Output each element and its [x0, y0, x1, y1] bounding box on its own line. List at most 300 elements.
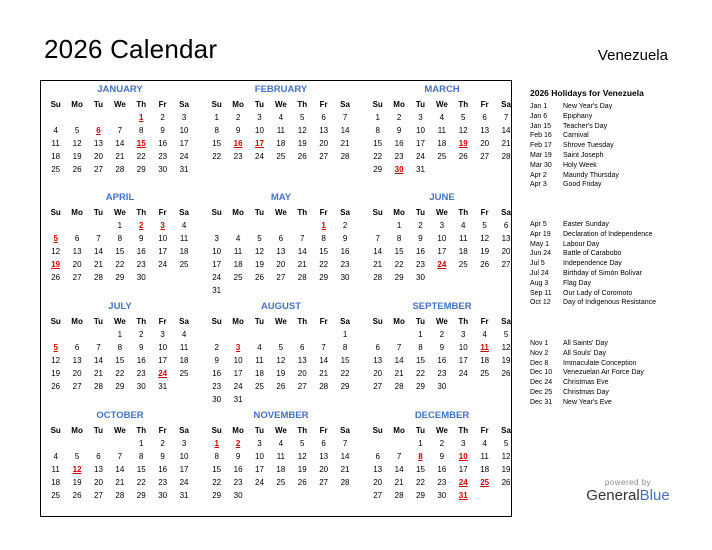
day-cell[interactable]: 18: [458, 247, 468, 256]
day-cell[interactable]: 18: [51, 152, 61, 161]
day-cell[interactable]: 27: [501, 260, 511, 269]
day-cell[interactable]: 26: [276, 382, 286, 391]
day-cell[interactable]: 29: [340, 382, 350, 391]
day-cell[interactable]: 16: [136, 356, 146, 365]
day-cell[interactable]: 11: [276, 126, 286, 135]
day-cell[interactable]: 23: [437, 478, 447, 487]
day-cell[interactable]: 18: [51, 478, 61, 487]
day-cell[interactable]: 31: [416, 165, 425, 174]
day-cell[interactable]: 3: [160, 330, 165, 339]
day-cell[interactable]: 10: [458, 343, 468, 352]
day-cell[interactable]: 31: [179, 491, 189, 500]
day-cell[interactable]: 12: [255, 247, 264, 256]
day-cell[interactable]: 6: [278, 234, 284, 243]
day-cell[interactable]: 13: [72, 247, 82, 256]
day-cell[interactable]: 13: [480, 126, 490, 135]
day-cell[interactable]: 27: [319, 152, 329, 161]
day-cell[interactable]: 25: [179, 260, 189, 269]
day-cell[interactable]: 4: [439, 113, 445, 122]
day-cell[interactable]: 1: [214, 113, 219, 122]
day-cell[interactable]: 14: [115, 465, 125, 474]
day-cell[interactable]: 9: [160, 126, 165, 135]
day-cell[interactable]: 14: [501, 126, 511, 135]
holiday-day[interactable]: 30: [394, 165, 404, 174]
day-cell[interactable]: 7: [375, 234, 380, 243]
day-cell[interactable]: 4: [181, 221, 187, 230]
holiday-day[interactable]: 10: [458, 452, 468, 461]
day-cell[interactable]: 17: [158, 356, 168, 365]
day-cell[interactable]: 9: [439, 343, 445, 352]
day-cell[interactable]: 5: [503, 330, 509, 339]
day-cell[interactable]: 10: [179, 126, 189, 135]
day-cell[interactable]: 25: [233, 273, 243, 282]
day-cell[interactable]: 2: [160, 439, 165, 448]
day-cell[interactable]: 18: [179, 356, 189, 365]
day-cell[interactable]: 11: [459, 234, 468, 243]
day-cell[interactable]: 22: [394, 260, 404, 269]
day-cell[interactable]: 22: [416, 478, 425, 487]
day-cell[interactable]: 20: [319, 139, 329, 148]
day-cell[interactable]: 12: [480, 234, 490, 243]
day-cell[interactable]: 14: [297, 247, 307, 256]
day-cell[interactable]: 7: [117, 452, 123, 461]
day-cell[interactable]: 15: [115, 356, 125, 365]
day-cell[interactable]: 5: [503, 439, 509, 448]
day-cell[interactable]: 14: [373, 247, 383, 256]
day-cell[interactable]: 6: [375, 343, 380, 352]
day-cell[interactable]: 9: [214, 356, 219, 365]
day-cell[interactable]: 25: [458, 260, 468, 269]
day-cell[interactable]: 27: [276, 273, 286, 282]
day-cell[interactable]: 14: [115, 139, 125, 148]
day-cell[interactable]: 26: [480, 260, 490, 269]
day-cell[interactable]: 4: [257, 343, 262, 352]
day-cell[interactable]: 8: [117, 343, 123, 352]
day-cell[interactable]: 26: [72, 165, 82, 174]
day-cell[interactable]: 16: [416, 247, 425, 256]
day-cell[interactable]: 21: [501, 139, 511, 148]
day-cell[interactable]: 19: [501, 465, 511, 474]
day-cell[interactable]: 1: [139, 439, 144, 448]
holiday-day[interactable]: 12: [72, 465, 82, 474]
day-cell[interactable]: 8: [321, 234, 326, 243]
day-cell[interactable]: 15: [416, 465, 425, 474]
day-cell[interactable]: 11: [51, 465, 60, 474]
day-cell[interactable]: 7: [396, 452, 402, 461]
day-cell[interactable]: 20: [373, 369, 383, 378]
day-cell[interactable]: 2: [235, 113, 241, 122]
day-cell[interactable]: 19: [480, 247, 490, 256]
day-cell[interactable]: 27: [94, 491, 103, 500]
day-cell[interactable]: 9: [439, 452, 445, 461]
day-cell[interactable]: 20: [72, 369, 82, 378]
day-cell[interactable]: 14: [94, 247, 103, 256]
day-cell[interactable]: 3: [181, 439, 187, 448]
day-cell[interactable]: 13: [72, 356, 82, 365]
day-cell[interactable]: 24: [458, 369, 468, 378]
day-cell[interactable]: 20: [480, 139, 490, 148]
day-cell[interactable]: 2: [418, 221, 423, 230]
day-cell[interactable]: 7: [321, 343, 326, 352]
holiday-day[interactable]: 3: [235, 343, 241, 352]
day-cell[interactable]: 15: [394, 247, 404, 256]
day-cell[interactable]: 24: [255, 152, 264, 161]
day-cell[interactable]: 13: [501, 234, 511, 243]
day-cell[interactable]: 13: [373, 465, 383, 474]
day-cell[interactable]: 7: [503, 113, 509, 122]
day-cell[interactable]: 7: [96, 234, 101, 243]
day-cell[interactable]: 19: [501, 356, 511, 365]
day-cell[interactable]: 28: [94, 382, 103, 391]
day-cell[interactable]: 7: [96, 343, 101, 352]
day-cell[interactable]: 26: [297, 152, 307, 161]
day-cell[interactable]: 19: [276, 369, 286, 378]
day-cell[interactable]: 13: [319, 126, 329, 135]
day-cell[interactable]: 13: [276, 247, 286, 256]
day-cell[interactable]: 17: [437, 247, 447, 256]
day-cell[interactable]: 5: [300, 439, 305, 448]
day-cell[interactable]: 12: [297, 126, 307, 135]
day-cell[interactable]: 17: [458, 356, 468, 365]
holiday-day[interactable]: 1: [321, 221, 326, 230]
holiday-day[interactable]: 2: [139, 221, 144, 230]
holiday-day[interactable]: 1: [214, 439, 219, 448]
day-cell[interactable]: 4: [278, 439, 284, 448]
day-cell[interactable]: 25: [480, 369, 490, 378]
day-cell[interactable]: 29: [115, 273, 125, 282]
day-cell[interactable]: 13: [94, 139, 103, 148]
day-cell[interactable]: 9: [139, 234, 144, 243]
day-cell[interactable]: 17: [416, 139, 425, 148]
day-cell[interactable]: 11: [437, 126, 447, 135]
day-cell[interactable]: 5: [300, 113, 305, 122]
day-cell[interactable]: 24: [212, 273, 222, 282]
day-cell[interactable]: 29: [394, 273, 404, 282]
day-cell[interactable]: 30: [158, 491, 168, 500]
holiday-day[interactable]: 17: [255, 139, 264, 148]
day-cell[interactable]: 28: [501, 152, 511, 161]
day-cell[interactable]: 30: [212, 395, 222, 404]
day-cell[interactable]: 12: [72, 139, 82, 148]
day-cell[interactable]: 19: [72, 152, 82, 161]
day-cell[interactable]: 22: [340, 369, 350, 378]
day-cell[interactable]: 12: [297, 452, 307, 461]
day-cell[interactable]: 5: [74, 452, 80, 461]
holiday-day[interactable]: 2: [235, 439, 241, 448]
day-cell[interactable]: 16: [233, 465, 243, 474]
day-cell[interactable]: 28: [115, 165, 125, 174]
day-cell[interactable]: 4: [181, 330, 187, 339]
holiday-day[interactable]: 24: [158, 369, 168, 378]
day-cell[interactable]: 8: [375, 126, 380, 135]
day-cell[interactable]: 2: [342, 221, 348, 230]
day-cell[interactable]: 21: [394, 478, 404, 487]
day-cell[interactable]: 22: [373, 152, 383, 161]
day-cell[interactable]: 6: [300, 343, 305, 352]
holiday-day[interactable]: 1: [139, 113, 144, 122]
day-cell[interactable]: 16: [437, 356, 447, 365]
day-cell[interactable]: 3: [418, 113, 423, 122]
holiday-day[interactable]: 5: [53, 343, 58, 352]
day-cell[interactable]: 28: [340, 152, 350, 161]
day-cell[interactable]: 27: [373, 491, 383, 500]
day-cell[interactable]: 4: [482, 330, 487, 339]
day-cell[interactable]: 21: [340, 465, 350, 474]
day-cell[interactable]: 18: [276, 465, 286, 474]
day-cell[interactable]: 10: [255, 452, 264, 461]
day-cell[interactable]: 13: [94, 465, 103, 474]
day-cell[interactable]: 7: [342, 439, 348, 448]
day-cell[interactable]: 2: [396, 113, 402, 122]
day-cell[interactable]: 18: [437, 139, 447, 148]
day-cell[interactable]: 9: [139, 343, 144, 352]
day-cell[interactable]: 8: [342, 343, 348, 352]
day-cell[interactable]: 17: [212, 260, 222, 269]
day-cell[interactable]: 12: [276, 356, 286, 365]
day-cell[interactable]: 12: [51, 247, 61, 256]
day-cell[interactable]: 15: [212, 465, 222, 474]
day-cell[interactable]: 25: [51, 165, 61, 174]
day-cell[interactable]: 30: [340, 273, 350, 282]
holiday-day[interactable]: 31: [458, 491, 468, 500]
day-cell[interactable]: 9: [235, 452, 241, 461]
day-cell[interactable]: 22: [136, 152, 146, 161]
brand-logo[interactable]: [583, 478, 673, 505]
day-cell[interactable]: 14: [394, 356, 404, 365]
day-cell[interactable]: 25: [276, 152, 286, 161]
day-cell[interactable]: 1: [418, 330, 423, 339]
day-cell[interactable]: 3: [461, 439, 466, 448]
day-cell[interactable]: 14: [319, 356, 329, 365]
day-cell[interactable]: 15: [136, 465, 146, 474]
day-cell[interactable]: 17: [458, 465, 468, 474]
day-cell[interactable]: 3: [181, 113, 187, 122]
day-cell[interactable]: 21: [115, 478, 125, 487]
day-cell[interactable]: 25: [255, 382, 264, 391]
day-cell[interactable]: 23: [158, 152, 168, 161]
day-cell[interactable]: 22: [319, 260, 329, 269]
day-cell[interactable]: 19: [51, 369, 61, 378]
day-cell[interactable]: 16: [158, 465, 168, 474]
day-cell[interactable]: 11: [480, 452, 489, 461]
day-cell[interactable]: 26: [297, 478, 307, 487]
day-cell[interactable]: 5: [278, 343, 284, 352]
day-cell[interactable]: 23: [233, 152, 243, 161]
day-cell[interactable]: 6: [74, 343, 80, 352]
day-cell[interactable]: 18: [179, 247, 189, 256]
day-cell[interactable]: 15: [373, 139, 383, 148]
day-cell[interactable]: 1: [117, 330, 123, 339]
day-cell[interactable]: 25: [437, 152, 447, 161]
day-cell[interactable]: 2: [439, 330, 445, 339]
day-cell[interactable]: 31: [233, 395, 243, 404]
day-cell[interactable]: 23: [136, 260, 146, 269]
day-cell[interactable]: 10: [233, 356, 243, 365]
day-cell[interactable]: 23: [437, 369, 447, 378]
day-cell[interactable]: 20: [94, 478, 103, 487]
day-cell[interactable]: 12: [51, 356, 61, 365]
day-cell[interactable]: 7: [342, 113, 348, 122]
day-cell[interactable]: 15: [115, 247, 125, 256]
day-cell[interactable]: 19: [297, 139, 307, 148]
day-cell[interactable]: 26: [255, 273, 264, 282]
day-cell[interactable]: 20: [501, 247, 511, 256]
day-cell[interactable]: 6: [503, 221, 509, 230]
day-cell[interactable]: 8: [214, 452, 219, 461]
day-cell[interactable]: 1: [418, 439, 423, 448]
day-cell[interactable]: 1: [396, 221, 402, 230]
day-cell[interactable]: 16: [340, 247, 350, 256]
day-cell[interactable]: 8: [139, 452, 144, 461]
day-cell[interactable]: 21: [340, 139, 350, 148]
day-cell[interactable]: 30: [437, 382, 447, 391]
day-cell[interactable]: 7: [300, 234, 305, 243]
day-cell[interactable]: 31: [179, 165, 189, 174]
day-cell[interactable]: 6: [375, 452, 380, 461]
day-cell[interactable]: 16: [212, 369, 222, 378]
day-cell[interactable]: 18: [480, 356, 490, 365]
day-cell[interactable]: 7: [117, 126, 123, 135]
holiday-day[interactable]: 25: [480, 478, 490, 487]
day-cell[interactable]: 16: [394, 139, 404, 148]
day-cell[interactable]: 1: [375, 113, 380, 122]
holiday-day[interactable]: 19: [458, 139, 468, 148]
day-cell[interactable]: 27: [319, 478, 329, 487]
day-cell[interactable]: 10: [416, 126, 425, 135]
day-cell[interactable]: 11: [233, 247, 243, 256]
day-cell[interactable]: 26: [51, 382, 61, 391]
day-cell[interactable]: 18: [255, 369, 264, 378]
day-cell[interactable]: 26: [72, 491, 82, 500]
day-cell[interactable]: 14: [340, 452, 350, 461]
day-cell[interactable]: 3: [257, 113, 262, 122]
day-cell[interactable]: 28: [297, 273, 307, 282]
day-cell[interactable]: 24: [255, 478, 264, 487]
day-cell[interactable]: 28: [94, 273, 103, 282]
day-cell[interactable]: 22: [115, 260, 125, 269]
day-cell[interactable]: 14: [340, 126, 350, 135]
day-cell[interactable]: 8: [396, 234, 402, 243]
day-cell[interactable]: 22: [212, 152, 222, 161]
day-cell[interactable]: 4: [235, 234, 241, 243]
day-cell[interactable]: 17: [255, 465, 264, 474]
day-cell[interactable]: 7: [396, 343, 402, 352]
day-cell[interactable]: 6: [74, 234, 80, 243]
day-cell[interactable]: 28: [340, 478, 350, 487]
holiday-day[interactable]: 6: [96, 126, 101, 135]
holiday-day[interactable]: 3: [160, 221, 165, 230]
day-cell[interactable]: 14: [394, 465, 404, 474]
day-cell[interactable]: 2: [160, 113, 165, 122]
day-cell[interactable]: 25: [276, 478, 286, 487]
day-cell[interactable]: 21: [394, 369, 404, 378]
day-cell[interactable]: 18: [276, 139, 286, 148]
day-cell[interactable]: 20: [276, 260, 286, 269]
day-cell[interactable]: 17: [233, 369, 243, 378]
day-cell[interactable]: 30: [158, 165, 168, 174]
holiday-day[interactable]: 16: [233, 139, 243, 148]
day-cell[interactable]: 21: [94, 369, 103, 378]
day-cell[interactable]: 9: [235, 126, 241, 135]
day-cell[interactable]: 29: [416, 491, 425, 500]
day-cell[interactable]: 5: [74, 126, 80, 135]
day-cell[interactable]: 19: [255, 260, 264, 269]
day-cell[interactable]: 9: [342, 234, 348, 243]
day-cell[interactable]: 26: [458, 152, 468, 161]
day-cell[interactable]: 11: [255, 356, 264, 365]
day-cell[interactable]: 6: [321, 113, 326, 122]
day-cell[interactable]: 8: [418, 343, 423, 352]
day-cell[interactable]: 16: [158, 139, 168, 148]
day-cell[interactable]: 21: [373, 260, 383, 269]
day-cell[interactable]: 11: [276, 452, 286, 461]
day-cell[interactable]: 22: [212, 478, 222, 487]
day-cell[interactable]: 23: [212, 382, 222, 391]
day-cell[interactable]: 13: [373, 356, 383, 365]
day-cell[interactable]: 25: [51, 491, 61, 500]
day-cell[interactable]: 4: [53, 452, 58, 461]
day-cell[interactable]: 17: [179, 139, 189, 148]
day-cell[interactable]: 6: [482, 113, 487, 122]
day-cell[interactable]: 15: [212, 139, 222, 148]
day-cell[interactable]: 19: [297, 465, 307, 474]
day-cell[interactable]: 20: [319, 465, 329, 474]
day-cell[interactable]: 10: [212, 247, 222, 256]
day-cell[interactable]: 24: [416, 152, 425, 161]
holiday-day[interactable]: 15: [136, 139, 146, 148]
day-cell[interactable]: 23: [233, 478, 243, 487]
day-cell[interactable]: 21: [94, 260, 103, 269]
day-cell[interactable]: 4: [278, 113, 284, 122]
day-cell[interactable]: 29: [212, 491, 222, 500]
day-cell[interactable]: 23: [136, 369, 146, 378]
day-cell[interactable]: 26: [501, 478, 511, 487]
day-cell[interactable]: 20: [72, 260, 82, 269]
day-cell[interactable]: 21: [115, 152, 125, 161]
holiday-day[interactable]: 11: [480, 343, 489, 352]
day-cell[interactable]: 1: [342, 330, 348, 339]
day-cell[interactable]: 23: [394, 152, 404, 161]
day-cell[interactable]: 4: [53, 126, 58, 135]
day-cell[interactable]: 29: [373, 165, 383, 174]
day-cell[interactable]: 10: [158, 234, 168, 243]
day-cell[interactable]: 11: [179, 343, 189, 352]
day-cell[interactable]: 14: [94, 356, 103, 365]
day-cell[interactable]: 3: [439, 221, 445, 230]
day-cell[interactable]: 17: [158, 247, 168, 256]
day-cell[interactable]: 8: [214, 126, 219, 135]
day-cell[interactable]: 20: [297, 369, 307, 378]
day-cell[interactable]: 9: [396, 126, 402, 135]
day-cell[interactable]: 30: [416, 273, 425, 282]
holiday-day[interactable]: 8: [418, 452, 423, 461]
day-cell[interactable]: 22: [136, 478, 146, 487]
day-cell[interactable]: 17: [179, 465, 189, 474]
day-cell[interactable]: 27: [72, 273, 82, 282]
day-cell[interactable]: 30: [136, 382, 146, 391]
day-cell[interactable]: 27: [297, 382, 307, 391]
day-cell[interactable]: 27: [480, 152, 490, 161]
day-cell[interactable]: 27: [72, 382, 82, 391]
day-cell[interactable]: 18: [480, 465, 490, 474]
day-cell[interactable]: 9: [160, 452, 165, 461]
day-cell[interactable]: 28: [373, 273, 383, 282]
day-cell[interactable]: 24: [179, 152, 189, 161]
day-cell[interactable]: 13: [319, 452, 329, 461]
day-cell[interactable]: 28: [115, 491, 125, 500]
day-cell[interactable]: 20: [94, 152, 103, 161]
day-cell[interactable]: 28: [394, 382, 404, 391]
